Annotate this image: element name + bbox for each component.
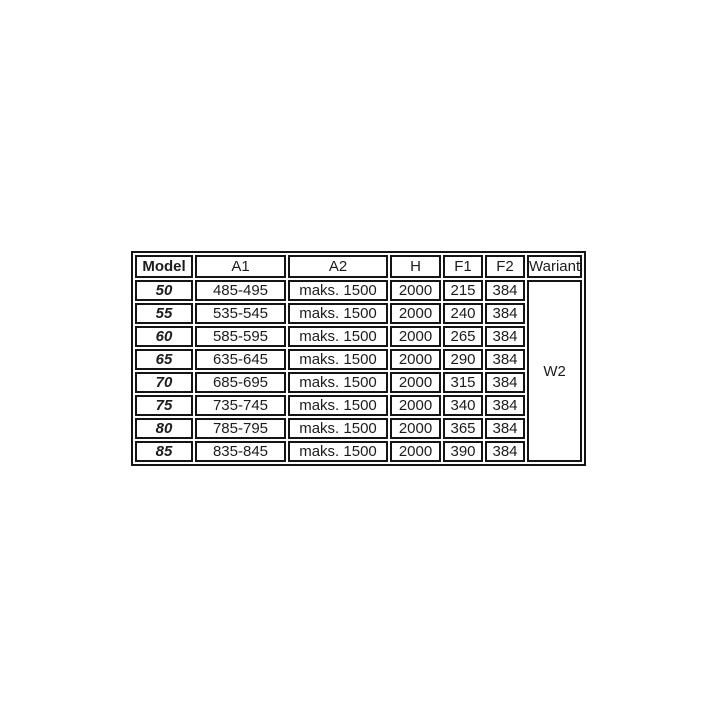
- header-cell-wariant: Wariant: [527, 255, 582, 278]
- header-cell-a2: A2: [288, 255, 388, 278]
- cell-a2: maks. 1500: [288, 349, 388, 370]
- cell-a2: maks. 1500: [288, 418, 388, 439]
- cell-a1: 785-795: [195, 418, 286, 439]
- cell-h: 2000: [390, 303, 441, 324]
- cell-h: 2000: [390, 326, 441, 347]
- cell-h: 2000: [390, 280, 441, 301]
- header-cell-a1: A1: [195, 255, 286, 278]
- cell-model: 80: [135, 418, 193, 439]
- cell-model: 60: [135, 326, 193, 347]
- table-row: [135, 303, 582, 324]
- cell-a1: 585-595: [195, 326, 286, 347]
- header-cell-f2: F2: [485, 255, 525, 278]
- cell-a2: maks. 1500: [288, 395, 388, 416]
- cell-model: 50: [135, 280, 193, 301]
- dimension-spec-table: [131, 251, 586, 466]
- cell-f2: 384: [485, 372, 525, 393]
- cell-f1: 215: [443, 280, 483, 301]
- cell-a1: 635-645: [195, 349, 286, 370]
- cell-h: 2000: [390, 441, 441, 462]
- cell-f1: 390: [443, 441, 483, 462]
- cell-f2: 384: [485, 418, 525, 439]
- cell-a1: 535-545: [195, 303, 286, 324]
- cell-a2: maks. 1500: [288, 303, 388, 324]
- cell-a1: 735-745: [195, 395, 286, 416]
- cell-f1: 265: [443, 326, 483, 347]
- header-cell-model: Model: [135, 255, 193, 278]
- cell-wariant-merged: W2: [527, 280, 582, 462]
- header-cell-h: H: [390, 255, 441, 278]
- table-row: [135, 349, 582, 370]
- cell-a1: 685-695: [195, 372, 286, 393]
- cell-h: 2000: [390, 372, 441, 393]
- cell-model: 75: [135, 395, 193, 416]
- cell-a2: maks. 1500: [288, 372, 388, 393]
- cell-f1: 365: [443, 418, 483, 439]
- header-row: [135, 255, 582, 278]
- cell-model: 65: [135, 349, 193, 370]
- table-row: [135, 441, 582, 462]
- cell-f2: 384: [485, 441, 525, 462]
- table-row: [135, 395, 582, 416]
- cell-f2: 384: [485, 326, 525, 347]
- cell-f1: 240: [443, 303, 483, 324]
- cell-model: 55: [135, 303, 193, 324]
- cell-f1: 290: [443, 349, 483, 370]
- cell-f2: 384: [485, 303, 525, 324]
- cell-h: 2000: [390, 418, 441, 439]
- table-row: [135, 280, 582, 301]
- cell-f1: 315: [443, 372, 483, 393]
- cell-model: 70: [135, 372, 193, 393]
- cell-h: 2000: [390, 349, 441, 370]
- cell-f2: 384: [485, 395, 525, 416]
- cell-model: 85: [135, 441, 193, 462]
- cell-a2: maks. 1500: [288, 326, 388, 347]
- cell-a1: 485-495: [195, 280, 286, 301]
- cell-a2: maks. 1500: [288, 441, 388, 462]
- cell-f1: 340: [443, 395, 483, 416]
- table-row: [135, 372, 582, 393]
- cell-a2: maks. 1500: [288, 280, 388, 301]
- cell-h: 2000: [390, 395, 441, 416]
- header-cell-f1: F1: [443, 255, 483, 278]
- cell-a1: 835-845: [195, 441, 286, 462]
- table-row: [135, 418, 582, 439]
- table-row: [135, 326, 582, 347]
- cell-f2: 384: [485, 280, 525, 301]
- cell-f2: 384: [485, 349, 525, 370]
